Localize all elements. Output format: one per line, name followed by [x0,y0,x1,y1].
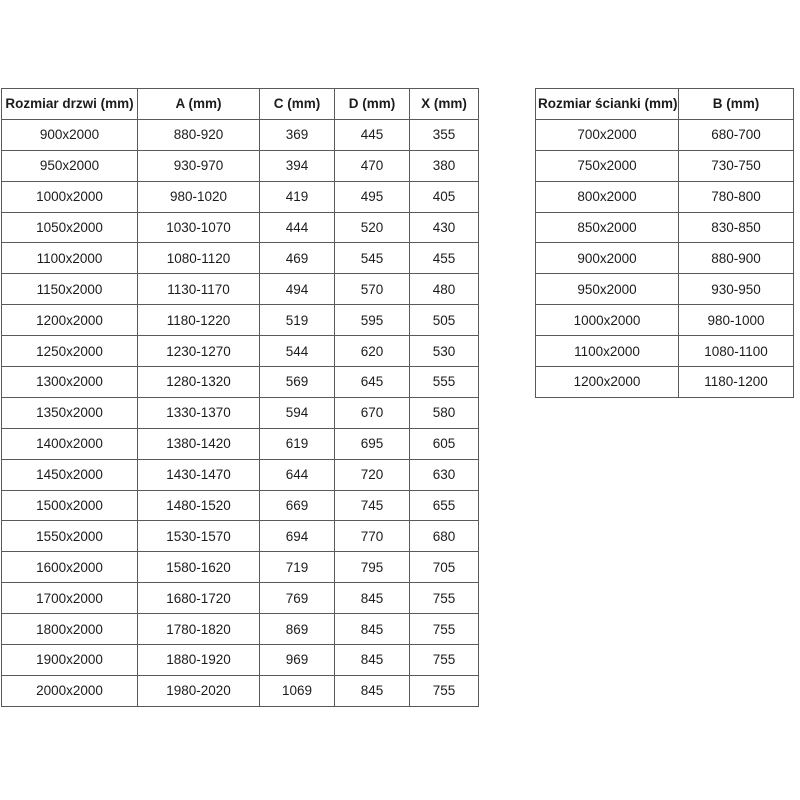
table-row [536,274,794,305]
table-cell: 695 [335,428,410,459]
table-cell: 694 [260,521,335,552]
table-cell: 394 [260,150,335,181]
table-cell: 1480-1520 [138,490,260,521]
table-cell: 1500x2000 [2,490,138,521]
table-cell: 1300x2000 [2,367,138,398]
table-row [2,459,479,490]
table-row [2,274,479,305]
table-cell: 1100x2000 [536,336,679,367]
table-cell: 405 [410,181,479,212]
table-cell: 1069 [260,675,335,706]
column-header: X (mm) [410,89,479,120]
column-header: B (mm) [679,89,794,120]
header-row [2,89,479,120]
table-row [2,675,479,706]
table-cell: 1530-1570 [138,521,260,552]
table-row [2,614,479,645]
table-row [2,552,479,583]
table-row [2,521,479,552]
table-cell: 1100x2000 [2,243,138,274]
table-cell: 1350x2000 [2,397,138,428]
table-cell: 705 [410,552,479,583]
column-header: Rozmiar ścianki (mm) [536,89,679,120]
table-cell: 505 [410,305,479,336]
table-cell: 570 [335,274,410,305]
table-cell: 355 [410,119,479,150]
table-cell: 1580-1620 [138,552,260,583]
table-cell: 769 [260,583,335,614]
table-cell: 530 [410,336,479,367]
table-cell: 1000x2000 [2,181,138,212]
table-cell: 900x2000 [2,119,138,150]
table-cell: 845 [335,645,410,676]
table-cell: 1150x2000 [2,274,138,305]
table-cell: 419 [260,181,335,212]
header-row [536,89,794,120]
table-cell: 680-700 [679,119,794,150]
table-cell: 670 [335,397,410,428]
table-cell: 755 [410,645,479,676]
table-cell: 645 [335,367,410,398]
table-row [2,181,479,212]
table-cell: 755 [410,583,479,614]
table-cell: 480 [410,274,479,305]
table-cell: 544 [260,336,335,367]
table-cell: 680 [410,521,479,552]
column-header: Rozmiar drzwi (mm) [2,89,138,120]
door-sizes-table [1,88,479,707]
table-row [536,212,794,243]
table-row [2,367,479,398]
table-row [536,150,794,181]
table-cell: 1430-1470 [138,459,260,490]
table-cell: 1030-1070 [138,212,260,243]
table-cell: 1800x2000 [2,614,138,645]
table-cell: 780-800 [679,181,794,212]
column-header: C (mm) [260,89,335,120]
table-cell: 469 [260,243,335,274]
table-cell: 619 [260,428,335,459]
table-cell: 869 [260,614,335,645]
table-cell: 719 [260,552,335,583]
table-cell: 1600x2000 [2,552,138,583]
table-cell: 519 [260,305,335,336]
table-row [536,367,794,398]
table-cell: 880-900 [679,243,794,274]
table-cell: 520 [335,212,410,243]
table-cell: 1700x2000 [2,583,138,614]
table-cell: 730-750 [679,150,794,181]
table-cell: 980-1020 [138,181,260,212]
table-cell: 1400x2000 [2,428,138,459]
table-row [2,119,479,150]
wall-sizes-table-body [536,119,794,397]
table-row [2,490,479,521]
table-cell: 950x2000 [2,150,138,181]
table-row [2,645,479,676]
table-cell: 620 [335,336,410,367]
table-cell: 1450x2000 [2,459,138,490]
table-cell: 1080-1120 [138,243,260,274]
table-cell: 1130-1170 [138,274,260,305]
table-cell: 745 [335,490,410,521]
table-cell: 369 [260,119,335,150]
table-cell: 1980-2020 [138,675,260,706]
table-cell: 720 [335,459,410,490]
table-cell: 605 [410,428,479,459]
table-cell: 755 [410,675,479,706]
table-row [2,305,479,336]
table-cell: 850x2000 [536,212,679,243]
table-cell: 1200x2000 [536,367,679,398]
table-cell: 950x2000 [536,274,679,305]
table-cell: 444 [260,212,335,243]
table-cell: 980-1000 [679,305,794,336]
table-row [2,212,479,243]
table-cell: 1180-1200 [679,367,794,398]
table-cell: 1250x2000 [2,336,138,367]
table-cell: 1050x2000 [2,212,138,243]
table-cell: 595 [335,305,410,336]
table-row [2,243,479,274]
table-cell: 430 [410,212,479,243]
table-cell: 770 [335,521,410,552]
table-cell: 845 [335,614,410,645]
table-cell: 669 [260,490,335,521]
door-sizes-table-header [2,89,479,120]
table-row [536,243,794,274]
table-cell: 2000x2000 [2,675,138,706]
wall-sizes-table [535,88,794,398]
table-cell: 1000x2000 [536,305,679,336]
table-cell: 569 [260,367,335,398]
table-cell: 700x2000 [536,119,679,150]
table-cell: 845 [335,583,410,614]
table-cell: 750x2000 [536,150,679,181]
table-cell: 455 [410,243,479,274]
table-cell: 630 [410,459,479,490]
table-cell: 1380-1420 [138,428,260,459]
column-header: D (mm) [335,89,410,120]
table-cell: 1200x2000 [2,305,138,336]
table-cell: 1330-1370 [138,397,260,428]
table-cell: 580 [410,397,479,428]
table-cell: 845 [335,675,410,706]
table-cell: 594 [260,397,335,428]
column-header: A (mm) [138,89,260,120]
table-cell: 1180-1220 [138,305,260,336]
table-cell: 795 [335,552,410,583]
table-cell: 655 [410,490,479,521]
table-row [2,397,479,428]
door-sizes-table-body [2,119,479,706]
table-cell: 380 [410,150,479,181]
table-cell: 930-950 [679,274,794,305]
table-row [2,428,479,459]
table-cell: 545 [335,243,410,274]
table-cell: 495 [335,181,410,212]
table-row [2,336,479,367]
table-cell: 1080-1100 [679,336,794,367]
table-cell: 1550x2000 [2,521,138,552]
wall-sizes-table-header [536,89,794,120]
table-row [536,336,794,367]
table-cell: 755 [410,614,479,645]
table-cell: 470 [335,150,410,181]
table-cell: 800x2000 [536,181,679,212]
table-cell: 1230-1270 [138,336,260,367]
table-cell: 644 [260,459,335,490]
table-cell: 1280-1320 [138,367,260,398]
table-cell: 930-970 [138,150,260,181]
table-cell: 445 [335,119,410,150]
table-cell: 969 [260,645,335,676]
table-row [2,150,479,181]
table-row [2,583,479,614]
table-cell: 830-850 [679,212,794,243]
table-cell: 900x2000 [536,243,679,274]
table-cell: 1880-1920 [138,645,260,676]
table-cell: 1780-1820 [138,614,260,645]
table-cell: 555 [410,367,479,398]
table-cell: 494 [260,274,335,305]
table-row [536,305,794,336]
table-row [536,181,794,212]
table-row [536,119,794,150]
table-cell: 1900x2000 [2,645,138,676]
table-cell: 1680-1720 [138,583,260,614]
table-cell: 880-920 [138,119,260,150]
